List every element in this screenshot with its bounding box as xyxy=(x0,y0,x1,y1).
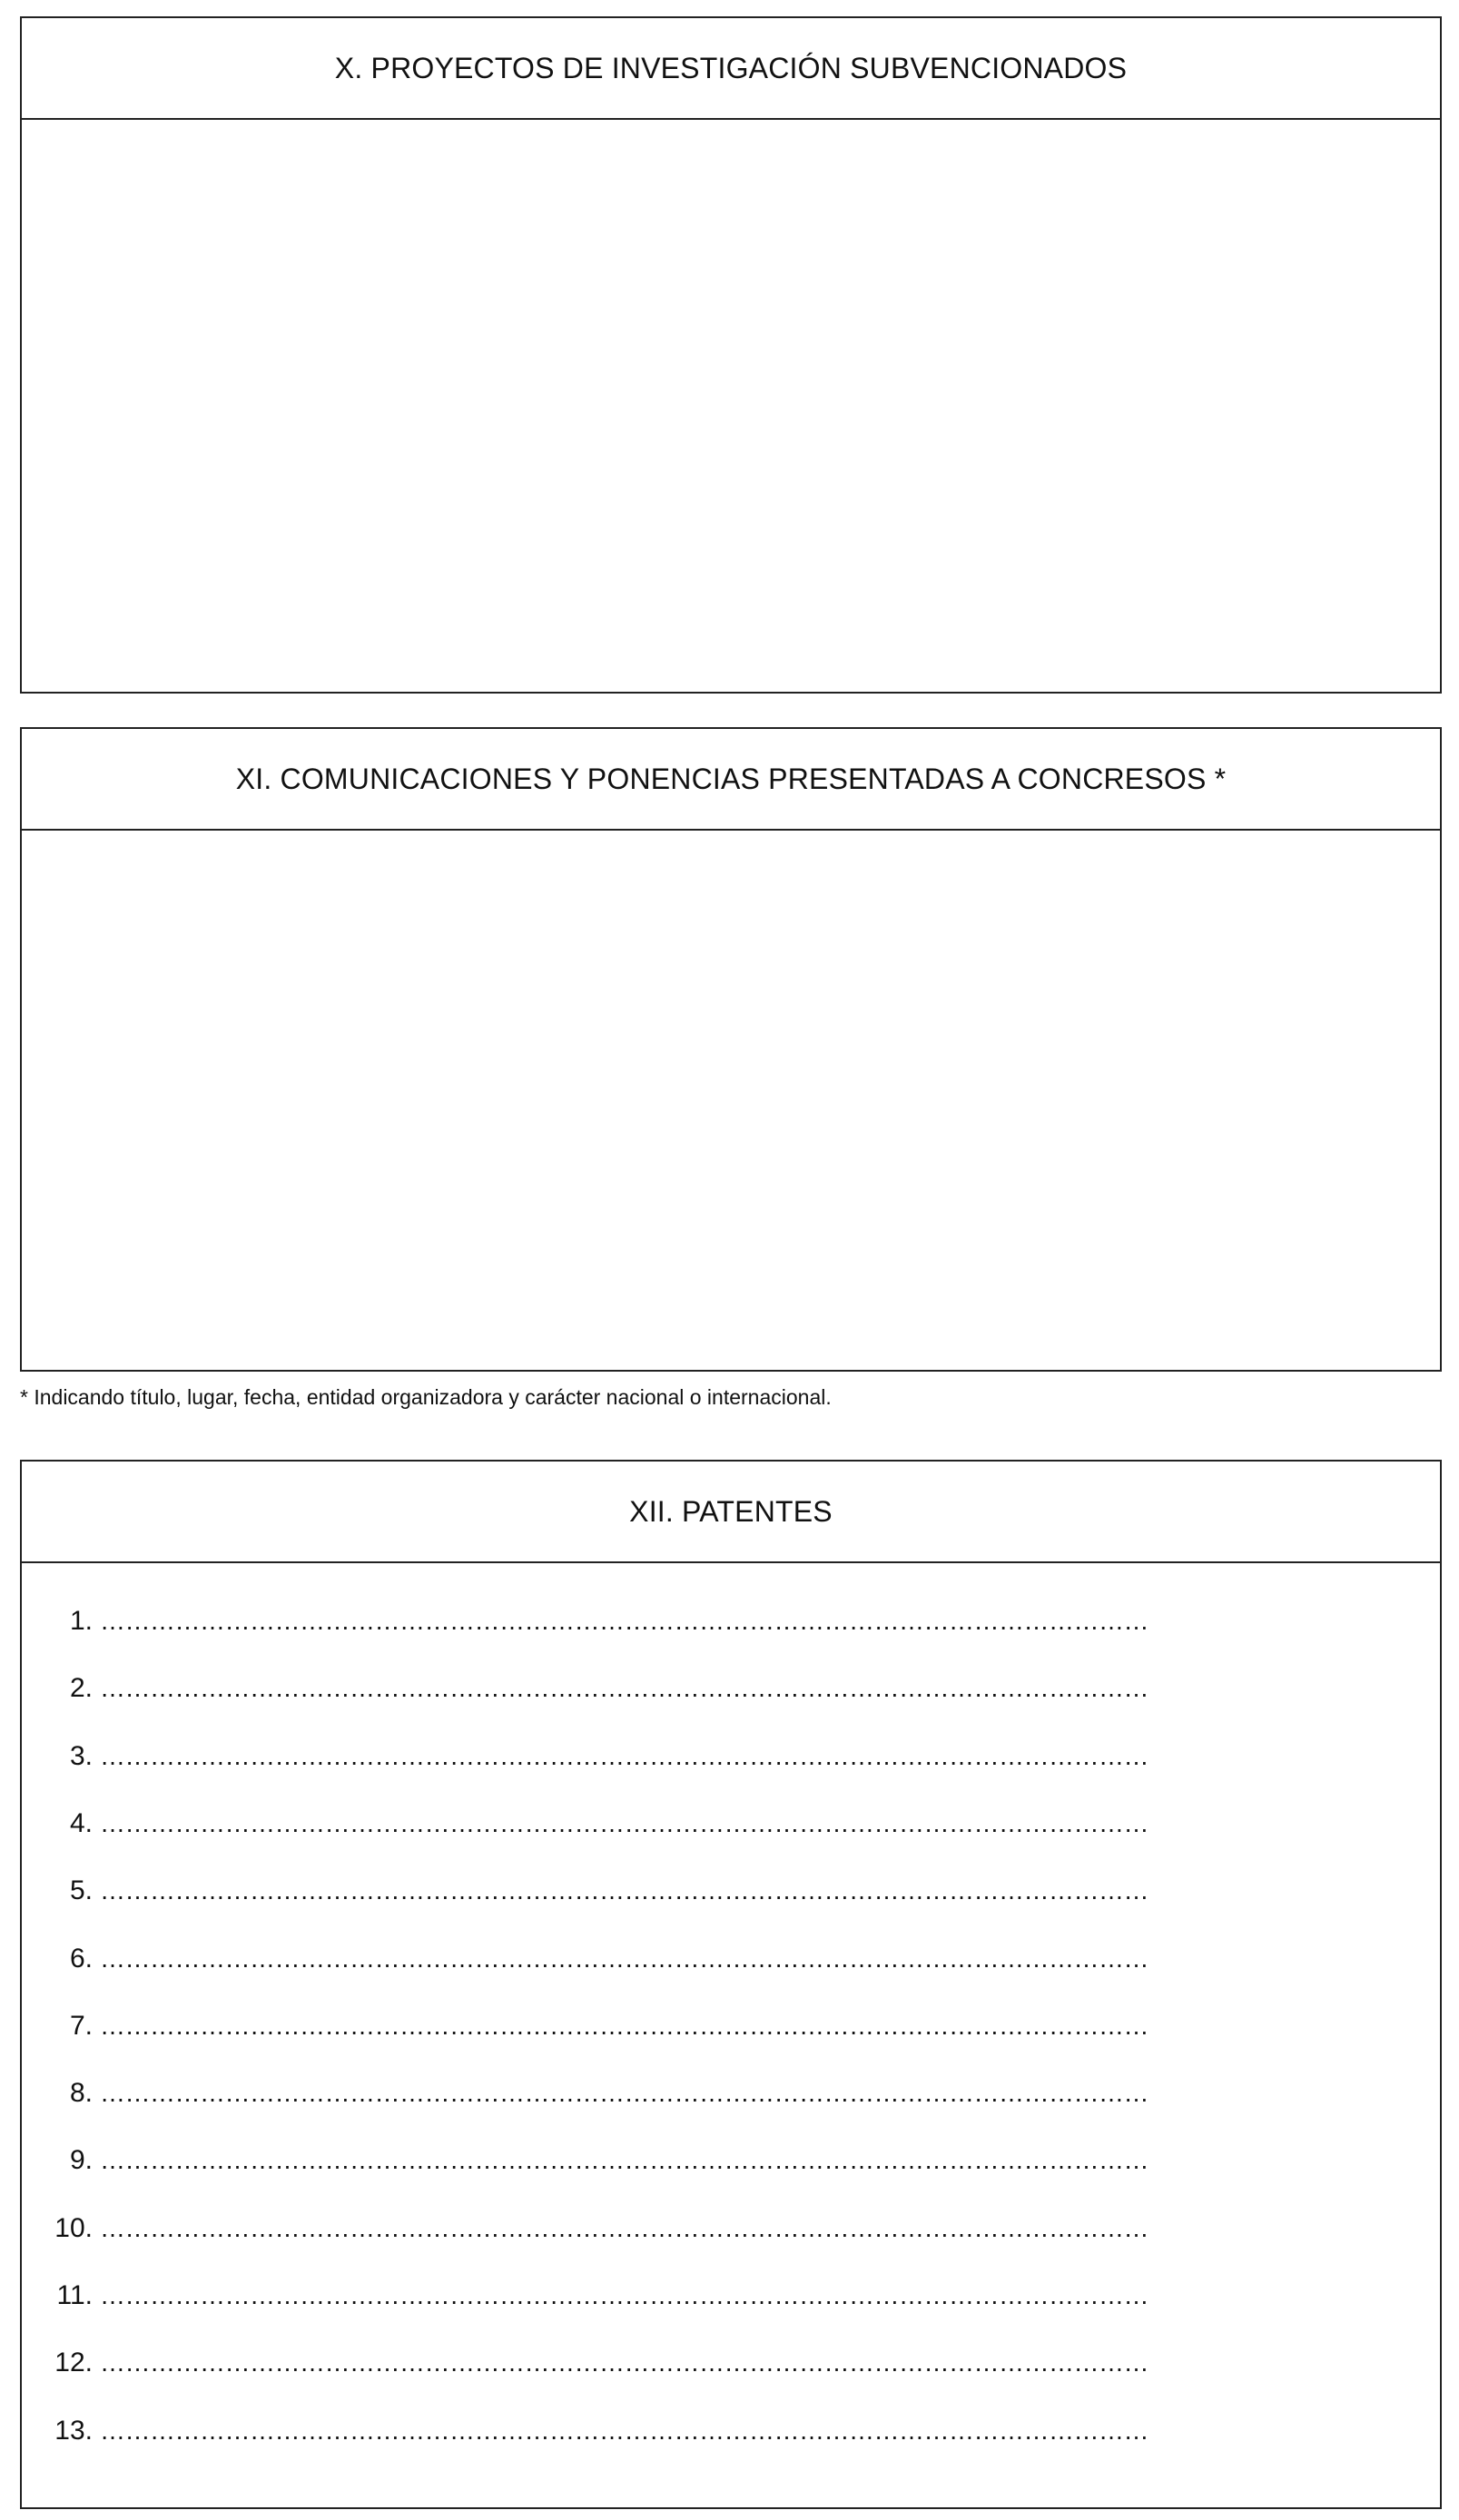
patent-item-number: 7. xyxy=(69,2010,93,2041)
patent-item-dotted-line[interactable]: ……………………………………………………………………………………………………………… xyxy=(100,2146,1148,2175)
patent-item-number: 5. xyxy=(69,1875,93,1906)
section-x-title: X. PROYECTOS DE INVESTIGACIÓN SUBVENCIONADOS xyxy=(22,18,1440,120)
patent-item xyxy=(22,2210,1440,2247)
patent-item-dotted-line[interactable]: ……………………………………………………………………………………………………………… xyxy=(100,1607,1148,1635)
patent-item-dotted-line[interactable]: ……………………………………………………………………………………………………………… xyxy=(100,2011,1148,2040)
patent-item xyxy=(22,1941,1440,1977)
patent-item xyxy=(22,1603,1440,1639)
section-xii-title: XII. PATENTES xyxy=(22,1462,1440,1563)
patent-item-dotted-line[interactable]: ……………………………………………………………………………………………………………… xyxy=(100,1674,1148,1703)
patent-item xyxy=(22,2008,1440,2044)
section-xii-box xyxy=(20,1460,1442,2509)
patent-item-number: 3. xyxy=(69,1740,93,1771)
patent-item-number: 1. xyxy=(69,1606,93,1636)
patent-item-number: 12. xyxy=(54,2348,93,2378)
patent-item xyxy=(22,1670,1440,1707)
section-xi-title: XI. COMUNICACIONES Y PONENCIAS PRESENTADAS A CONCRESOS * xyxy=(22,729,1440,831)
patent-item-dotted-line[interactable]: ……………………………………………………………………………………………………………… xyxy=(100,2281,1148,2309)
patent-item-number: 13. xyxy=(54,2415,93,2446)
patent-item-number: 9. xyxy=(69,2145,93,2176)
patent-item-number: 4. xyxy=(69,1807,93,1838)
patent-item-dotted-line[interactable]: ……………………………………………………………………………………………………………… xyxy=(100,1741,1148,1770)
patent-item xyxy=(22,2142,1440,2179)
patent-item-dotted-line[interactable]: ……………………………………………………………………………………………………………… xyxy=(100,2416,1148,2445)
patent-item-number: 10. xyxy=(54,2212,93,2243)
patent-item xyxy=(22,1738,1440,1775)
patent-item xyxy=(22,2345,1440,2381)
patent-item-dotted-line[interactable]: ……………………………………………………………………………………………………………… xyxy=(100,2348,1148,2377)
section-x-box xyxy=(20,16,1442,694)
patent-item-dotted-line[interactable]: ……………………………………………………………………………………………………………… xyxy=(100,1876,1148,1905)
patent-item-dotted-line[interactable]: ……………………………………………………………………………………………………………… xyxy=(100,2213,1148,2242)
patent-item-number: 8. xyxy=(69,2078,93,2109)
patent-item xyxy=(22,2413,1440,2449)
patent-item-number: 11. xyxy=(56,2280,93,2310)
patent-item xyxy=(22,2075,1440,2111)
section-xi-footnote: * Indicando título, lugar, fecha, entidad organizadora y carácter nacional o internacional. xyxy=(20,1385,832,1409)
patent-item-dotted-line[interactable]: ……………………………………………………………………………………………………………… xyxy=(100,1808,1148,1837)
patent-item xyxy=(22,1806,1440,1842)
patent-item-number: 6. xyxy=(69,1943,93,1974)
patent-item-dotted-line[interactable]: ……………………………………………………………………………………………………………… xyxy=(100,2079,1148,2108)
patent-item xyxy=(22,2278,1440,2314)
patent-item-dotted-line[interactable]: ……………………………………………………………………………………………………………… xyxy=(100,1944,1148,1973)
patent-item-number: 2. xyxy=(69,1673,93,1704)
patent-item xyxy=(22,1873,1440,1909)
section-xi-box xyxy=(20,727,1442,1372)
